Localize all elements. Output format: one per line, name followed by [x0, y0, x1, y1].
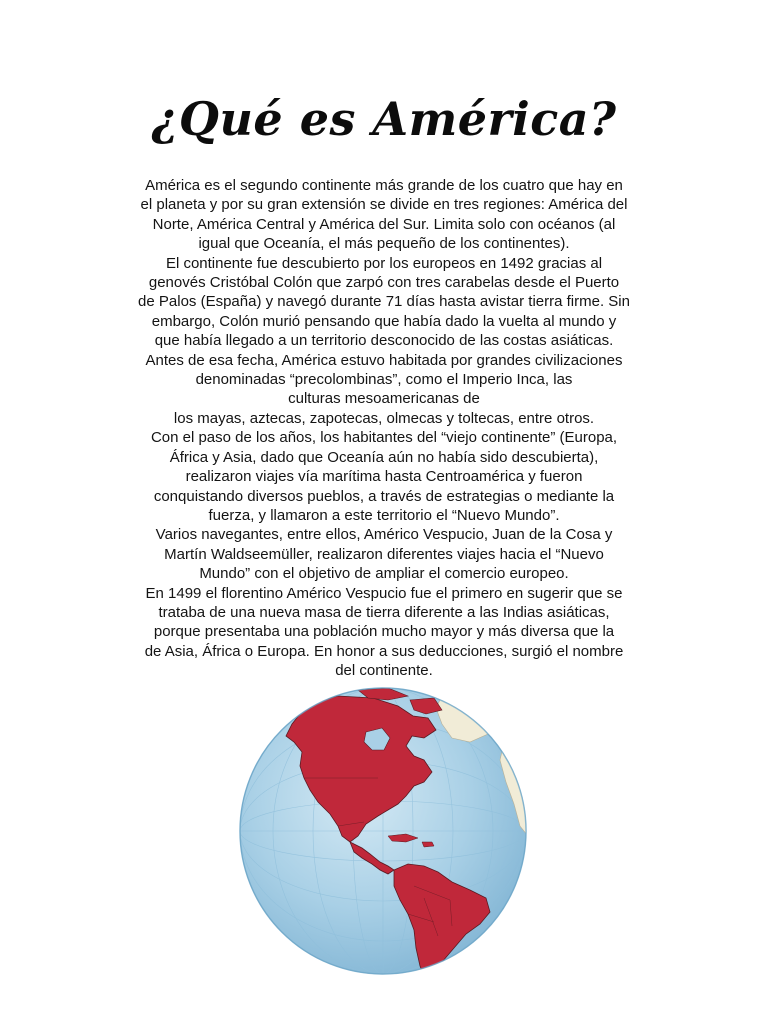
text-line: Antes de esa fecha, América estuvo habitada por grandes civilizaciones	[145, 351, 623, 369]
text-line: realizaron viajes vía marítima hasta Centroamérica y fueron	[185, 468, 583, 486]
text-line: En 1499 el florentino Américo Vespucio fue el primero en sugerir que se	[145, 584, 623, 602]
text-line: conquistando diversos pueblos, a través de estrategias o mediante la	[153, 487, 615, 505]
text-line: porque presentaba una población mucho mayor y más diversa que la	[153, 623, 615, 641]
text-line: Martín Waldseemüller, realizaron diferentes viajes hacia el “Nuevo	[164, 545, 604, 563]
text-line: que había llegado a un territorio desconocido de las costas asiáticas.	[154, 332, 614, 350]
caribbean-islands-2	[422, 842, 434, 847]
globe-icon	[238, 686, 528, 976]
text-line: culturas mesoamericanas de	[288, 390, 480, 408]
text-line: El continente fue descubierto por los europeos en 1492 gracias al	[165, 254, 603, 272]
text-line: denominadas “precolombinas”, como el Imperio Inca, las	[195, 371, 573, 389]
text-line: Con el paso de los años, los habitantes del “viejo continente” (Europa,	[150, 429, 618, 447]
text-line: los mayas, aztecas, zapotecas, olmecas y toltecas, entre otros.	[173, 409, 595, 427]
americas-globe-image	[238, 686, 528, 976]
text-line: África y Asia, dado que Oceanía aún no había sido descubierta),	[169, 448, 599, 466]
text-line: el planeta y por su gran extensión se divide en tres regiones: América del	[140, 196, 628, 214]
text-line: Varios navegantes, entre ellos, Américo Vespucio, Juan de la Cosa y	[155, 526, 613, 544]
text-line: de Asia, África o Europa. En honor a sus deducciones, surgió el nombre	[144, 642, 624, 660]
text-line: del continente.	[335, 662, 433, 680]
text-line: trataba de una nueva masa de tierra diferente a las Indias asiáticas,	[158, 603, 610, 621]
body-text	[100, 176, 668, 681]
text-line: Norte, América Central y América del Sur. Limita solo con océanos (al	[152, 215, 616, 233]
text-line: fuerza, y llamaron a este territorio el “Nuevo Mundo”.	[208, 506, 560, 524]
text-line: América es el segundo continente más grande de los cuatro que hay en	[145, 177, 623, 194]
text-line: igual que Oceanía, el más pequeño de los continentes).	[198, 235, 570, 253]
text-line: embargo, Colón murió pensando que había dado la vuelta al mundo y	[151, 312, 617, 330]
text-line: genovés Cristóbal Colón que zarpó con tres carabelas desde el Puerto	[148, 274, 620, 292]
page-title: ¿Qué es América?	[151, 92, 617, 146]
text-line: Mundo” con el objetivo de ampliar el comercio europeo.	[199, 565, 569, 583]
text-line: de Palos (España) y navegó durante 71 días hasta avistar tierra firme. Sin	[138, 293, 630, 311]
